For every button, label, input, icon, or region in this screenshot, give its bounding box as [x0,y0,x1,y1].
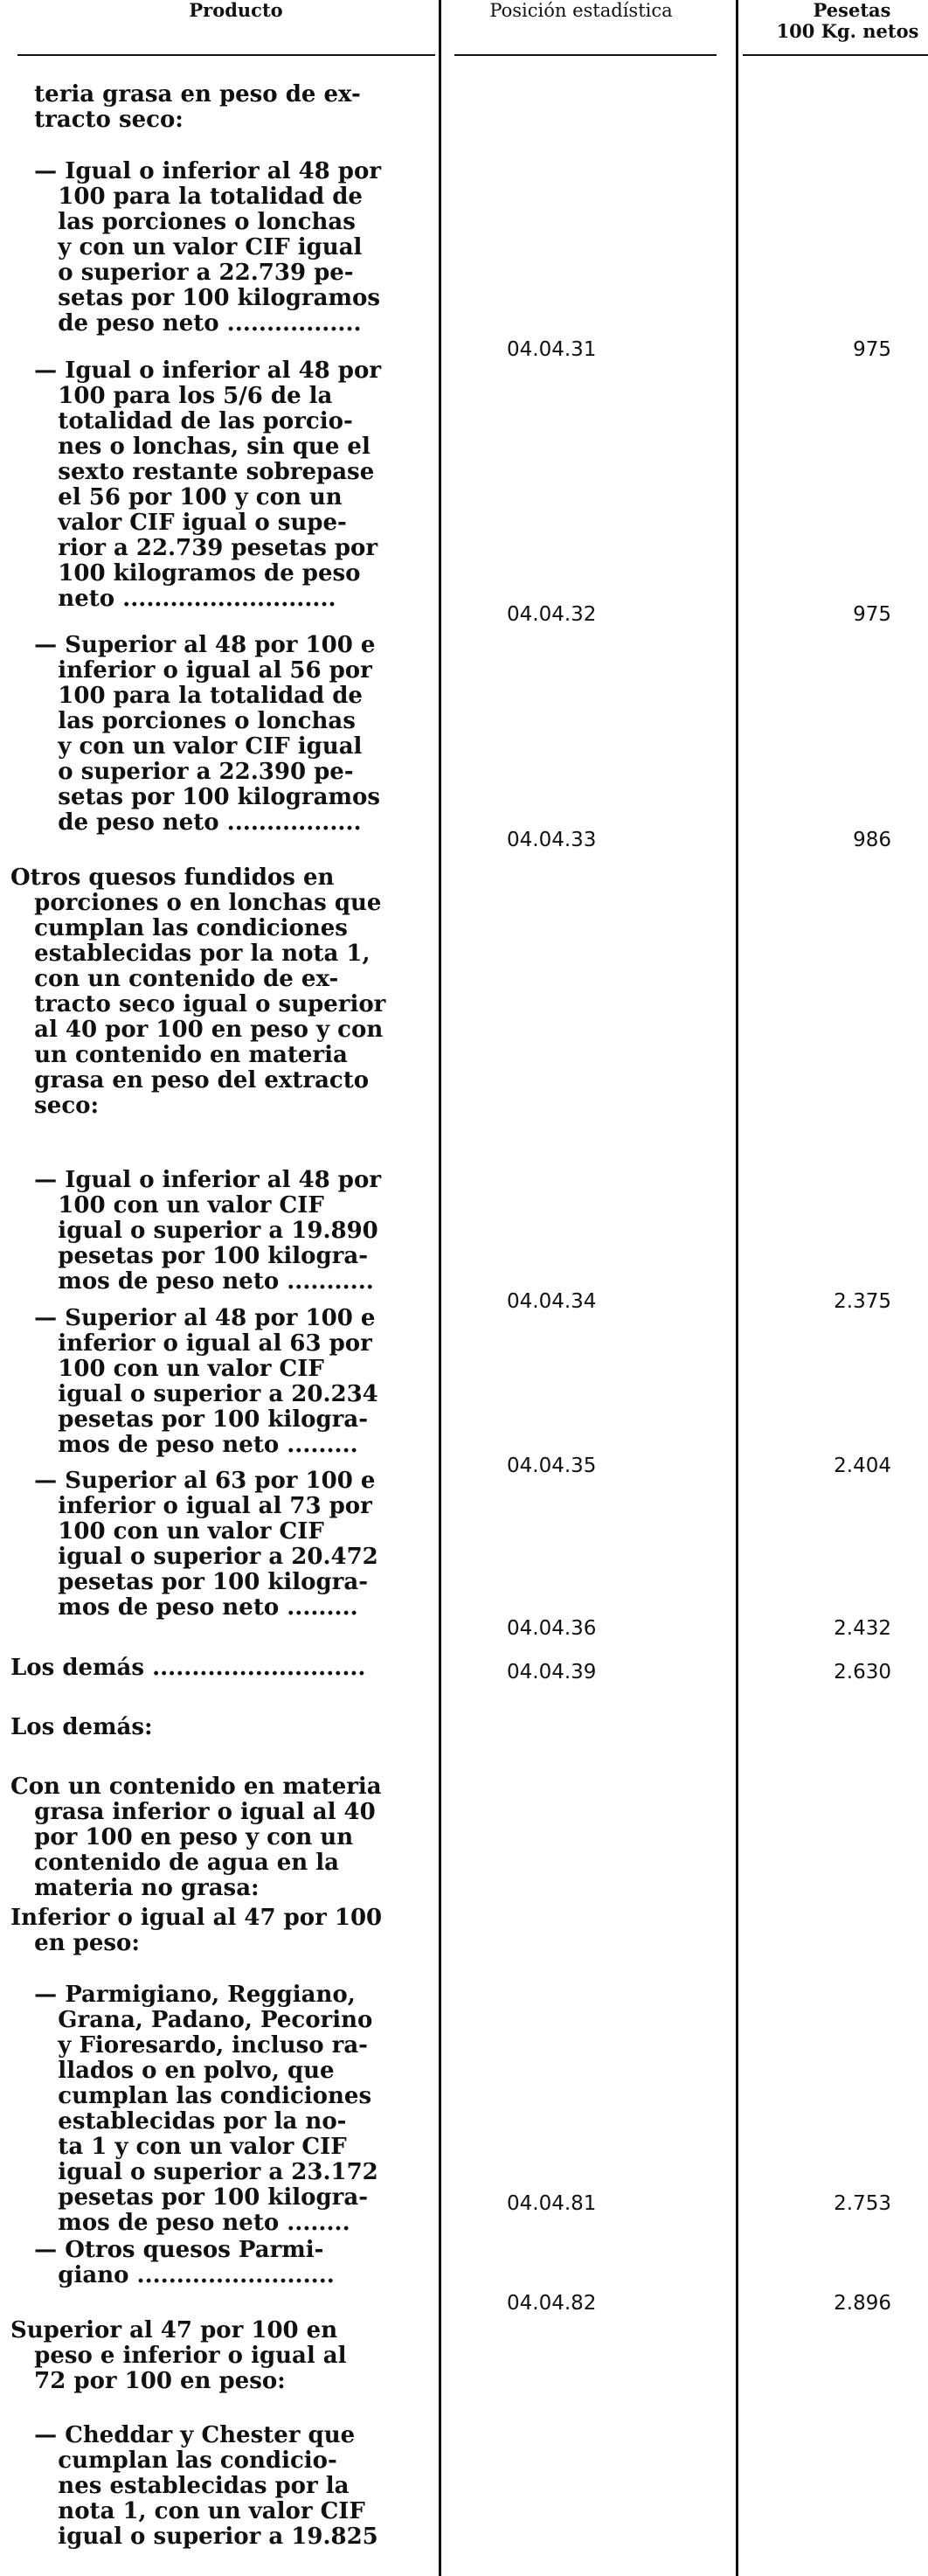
product-text-line: cumplan las condicio- [10,2448,337,2474]
product-text-line: igual o superior a 20.234 [10,1381,378,1407]
product-text-line: Grana, Padano, Pecorino [10,2007,373,2033]
product-text-line: de peso neto ................. [10,310,362,337]
product-text-line: giano ......................... [10,2262,335,2288]
product-entry [10,2318,447,2394]
product-text-line: setas por 100 kilogramos [10,285,380,311]
header-pesetas-1: Pesetas [813,0,891,21]
product-entry [10,1168,447,1295]
price-per-100kg: 2.404 [834,1455,891,1477]
product-entry [10,633,447,836]
product-text-line: igual o superior a 20.472 [10,1544,378,1570]
product-entry [10,82,447,133]
product-text-line: neto ........................... [10,586,336,612]
price-per-100kg: 975 [853,338,891,361]
product-text-line: las porciones o lonchas [10,209,356,235]
product-text-line: nes o lonchas, sin que el [10,434,371,460]
product-text-line: inferior o igual al 63 por [10,1330,372,1357]
product-text-line: cumplan las condiciones [10,915,348,941]
product-text-line: peso e inferior o igual al [10,2343,347,2369]
product-text-line: 100 para la totalidad de [10,683,363,709]
product-text-line: mos de peso neto ......... [10,1594,358,1621]
product-text-line: con un contenido de ex- [10,966,339,992]
product-text-line: pesetas por 100 kilogra- [10,1243,368,1269]
product-text-line: pesetas por 100 kilogra- [10,1406,368,1433]
statistical-position: 04.04.81 [507,2192,597,2215]
product-entry [10,1656,447,1681]
product-text-line: 100 para los 5/6 de la [10,383,333,409]
product-text-line: tracto seco igual o superior [10,991,386,1017]
product-text-line: 72 por 100 en peso: [10,2368,286,2394]
price-per-100kg: 2.630 [834,1661,891,1684]
product-text-line: — Igual o inferior al 48 por [10,1167,382,1193]
product-entry [10,2423,447,2550]
header-rule-producto [17,54,435,56]
product-entry [10,1715,447,1740]
product-entry [10,358,447,612]
product-text-line: 100 kilogramos de peso [10,560,361,587]
product-text-line: de peso neto ................. [10,809,362,836]
product-text-line: rior a 22.739 pesetas por [10,535,378,561]
product-text-line: igual o superior a 19.825 [10,2524,378,2550]
price-per-100kg: 2.896 [834,2292,891,2315]
product-entry [10,1982,447,2236]
statistical-position: 04.04.32 [507,603,597,626]
product-text-line: grasa inferior o igual al 40 [10,1799,376,1825]
product-text-line: — Igual o inferior al 48 por [10,158,382,184]
header-rule-pesetas [743,54,928,56]
product-text-line: mos de peso neto ........ [10,2210,350,2236]
product-text-line: setas por 100 kilogramos [10,784,380,810]
statistical-position: 04.04.39 [507,1661,597,1684]
price-per-100kg: 986 [853,829,891,851]
product-text-line: y con un valor CIF igual [10,733,363,760]
product-text-line: ta 1 y con un valor CIF [10,2134,347,2160]
product-text-line: 100 para la totalidad de [10,184,363,210]
product-entry [10,1906,447,1956]
product-text-line: materia no grasa: [10,1875,260,1901]
product-text-line: establecidas por la nota 1, [10,941,371,967]
price-per-100kg: 2.375 [834,1290,891,1313]
product-text-line: nes establecidas por la [10,2473,350,2499]
product-entry [10,1469,447,1621]
product-text-line: teria grasa en peso de ex- [10,81,361,108]
product-text-line: Inferior o igual al 47 por 100 [10,1905,383,1931]
product-text-line: — Cheddar y Chester que [10,2422,356,2448]
price-per-100kg: 2.432 [834,1617,891,1640]
product-entry [10,865,447,1119]
column-divider-2 [736,0,738,2576]
product-text-line: porciones o en lonchas que [10,890,382,916]
statistical-position: 04.04.35 [507,1455,597,1477]
product-text-line: — Superior al 48 por 100 e [10,1305,376,1331]
statistical-position: 04.04.34 [507,1290,597,1313]
product-text-line: — Superior al 63 por 100 e [10,1468,376,1494]
product-text-line: y Fioresardo, incluso ra- [10,2032,368,2059]
product-text-line: y con un valor CIF igual [10,234,363,260]
product-text-line: — Parmigiano, Reggiano, [10,1982,356,2008]
statistical-position: 04.04.31 [507,338,597,361]
product-text-line: seco: [10,1093,100,1119]
header-pesetas-2: 100 Kg. netos [776,20,919,42]
product-text-line: igual o superior a 23.172 [10,2159,378,2185]
product-text-line: mos de peso neto ........... [10,1268,374,1295]
product-text-line: — Igual o inferior al 48 por [10,358,382,384]
price-per-100kg: 2.753 [834,2192,891,2215]
product-text-line: por 100 en peso y con un [10,1824,354,1850]
product-text-line: al 40 por 100 en peso y con [10,1017,384,1043]
statistical-position: 04.04.33 [507,829,597,851]
product-text-line: en peso: [10,1930,140,1956]
product-entry [10,159,447,337]
product-text-line: 100 con un valor CIF [10,1518,324,1545]
product-text-line: — Superior al 48 por 100 e [10,632,376,658]
product-text-line: mos de peso neto ......... [10,1432,358,1458]
product-text-line: las porciones o lonchas [10,708,356,734]
product-text-line: contenido de agua en la [10,1850,339,1876]
product-text-line: Superior al 47 por 100 en [10,2317,338,2343]
header-producto: Producto [189,0,283,21]
product-text-line: Otros quesos fundidos en [10,864,335,891]
product-text-line: 100 con un valor CIF [10,1192,324,1219]
product-text-line: o superior a 22.390 pe- [10,759,354,785]
product-text-line: grasa en peso del extracto [10,1067,370,1094]
statistical-position: 04.04.36 [507,1617,597,1640]
product-text-line: pesetas por 100 kilogra- [10,2184,368,2211]
statistical-position: 04.04.82 [507,2292,597,2315]
product-text-line: totalidad de las porcio- [10,408,353,434]
product-text-line: un contenido en materia [10,1042,348,1068]
product-text-line: valor CIF igual o supe- [10,510,347,536]
product-text-line: 100 con un valor CIF [10,1356,324,1382]
product-entry [10,1774,447,1901]
product-text-line: inferior o igual al 73 por [10,1493,372,1519]
product-text-line: o superior a 22.739 pe- [10,260,354,286]
product-text-line: el 56 por 100 y con un [10,484,343,510]
product-text-line: igual o superior a 19.890 [10,1218,378,1244]
product-text-line: establecidas por la no- [10,2108,347,2135]
product-entry [10,1306,447,1458]
product-text-line: pesetas por 100 kilogra- [10,1569,368,1595]
product-text-line: Los demás: [10,1714,153,1740]
product-text-line: Con un contenido en materia [10,1774,382,1800]
header-rule-posicion [454,54,717,56]
product-entry [10,2238,447,2288]
header-posicion: Posición estadística [489,0,673,21]
product-text-line: inferior o igual al 56 por [10,657,372,684]
product-text-line: nota 1, con un valor CIF [10,2498,365,2524]
product-text-line: cumplan las condiciones [10,2083,372,2109]
product-text-line: tracto seco: [10,107,184,133]
product-text-line: sexto restante sobrepase [10,459,375,485]
product-text-line: llados o en polvo, que [10,2058,335,2084]
price-per-100kg: 975 [853,603,891,626]
product-text-line: — Otros quesos Parmi- [10,2237,324,2263]
product-text-line: Los demás ........................... [10,1655,366,1681]
